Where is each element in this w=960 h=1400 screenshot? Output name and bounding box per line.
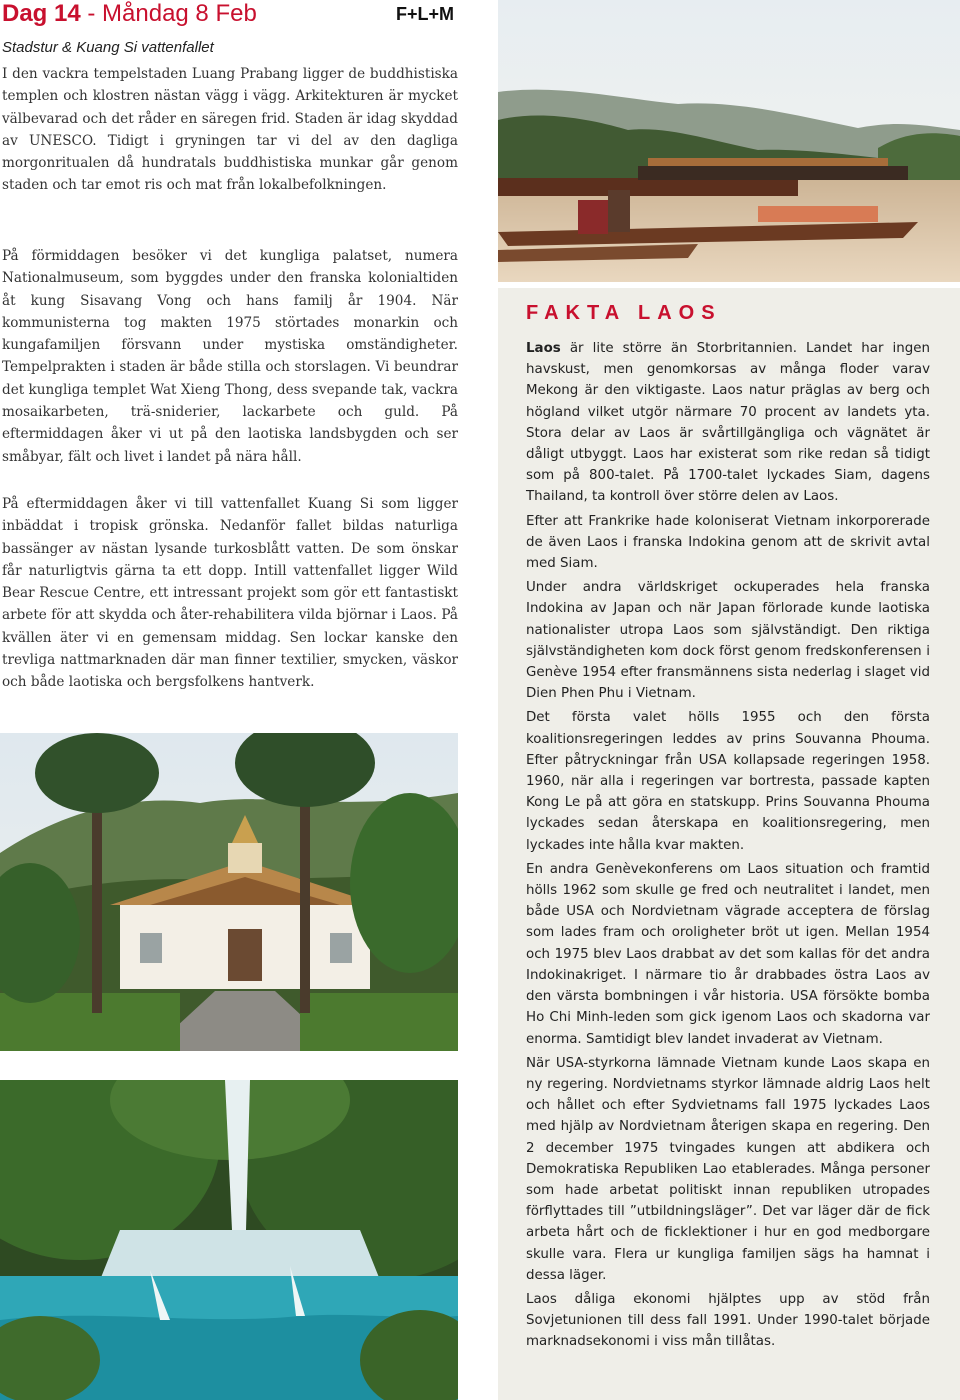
paragraph-waterfall: På eftermiddagen åker vi till vattenfallet Kuang Si som ligger inbäddat i tropisk grönska. Nedanför fallet bildas naturliga bassänger av nästan lysande turkosblått vatten. De som önskar får naturligtvis gärna ta ett dopp. Intill vattenfallet ligger Wild Bear Rescue Centre, ett intressant projekt som gör ett fantastiskt arbete för att skydda och åter-rehabilitera vilda björnar i Laos. På kvällen äter vi en gemensam middag. Sen lockar kanske den trevliga nattmarknaden där man finner textilier, smycken, väskor och både laotiska och bergsfolkens hantverk. <box>2 496 458 691</box>
fakta-paragraph <box>526 338 930 508</box>
day-label: Dag 14 <box>2 0 81 27</box>
fakta-box <box>498 288 960 1400</box>
river-boats-photo <box>498 0 960 282</box>
day-subtitle: Stadstur & Kuang Si vattenfallet <box>2 39 214 56</box>
fakta-paragraph: En andra Genèvekonferens om Laos situation och framtid hölls 1962 som skulle ge fred och neutralitet i landet, men både USA och Nordvietnam vägrade acceptera de förslag som lades fram och oroligheter bröt ut igen. Mellan 1954 och 1975 blev Laos drabbat av det som kallas för det andra Indokinakriget. I närmare tio år drabbades östra Laos av den värsta bombningen i vår historia. USA försökte bomba Ho Chi Minh-leden som gick igenom Laos och skadorna var enorma. Samtidigt blev landet invaderat av Vietnam. <box>526 861 930 1047</box>
page-title <box>2 0 257 28</box>
fakta-lead-text: är lite större än Storbritannien. Landet har ingen havskust, men genomkorsas av många floder varav Mekong är den viktigaste. Laos natur präglas av berg och högland vilket utgör närmare 70 procent av landets yta. Stora delar av Laos är svårtillgängliga och vägnätet är dåligt utbyggt. Laos har existerat som rike redan så tidigt som på 800-talet. På 1700-talet lyckades Siam, dagens Thailand, ta kontroll över större delen av Laos. <box>526 341 930 505</box>
paragraph-palace: På förmiddagen besöker vi det kungliga palatset, numera Nationalmuseum, som byggdes under den franska kolonialtiden åt kung Sisavang Vong och hans familj år 1904. När kommunisterna tog makten 1975 störtades monarkin och kungafamiljen försvann under mystiska omständigheter. Tempelprakten i staden är både stilla och storslagen. Vi beundrar det kungliga templet Wat Xieng Thong, dess svepande tak, vackra mosaikarbeten, trä-sniderier, lackarbete och guld. På eftermiddagen åker vi ut på den laotiska landsbygden och ser småbyar, fält och livet i landet på nära håll. <box>2 248 458 465</box>
fakta-heading: FAKTA LAOS <box>526 302 722 324</box>
fakta-body <box>526 338 930 1356</box>
kuang-si-waterfall-photo <box>0 1080 458 1400</box>
date-label: - Måndag 8 Feb <box>80 0 257 27</box>
fakta-paragraph: Det första valet hölls 1955 och den första koalitionsregeringen leddes av prins Souvanna Phouma. Efter påtryckningar från USA kollapsade regeringen 1958. 1960, när alla i regeringen var bortresta, passade kapten Kong Le på att göra en statskupp. Prins Souvanna Phouma lyckades sedan återskapa en koalitionsregering, men lyckades inte hålla kvar makten. <box>526 710 930 853</box>
meals-code: F+L+M <box>396 4 455 24</box>
fakta-paragraph: Laos dåliga ekonomi hjälptes upp av stöd från Sovjetunionen till dess fall 1991. Under 1990-talet började marknadsekonomi i viss mån tillåtas. <box>526 1291 930 1350</box>
fakta-paragraph: Efter att Frankrike hade koloniserat Vietnam inkorporerade de även Laos i franska Indokina genom att de skrivit avtal med Siam. <box>526 513 930 572</box>
royal-palace-photo <box>0 733 458 1051</box>
fakta-paragraph: Under andra världskriget ockuperades hela franska Indokina av Japan och när Japan förlorade kunde laotiska nationalister utropa Laos som självständigt. Den riktiga självständigheten kom dock först genom fredskonferensen i Genève 1954 efter fransmännens sista nederlag i slaget vid Dien Phen Phu i Vietnam. <box>526 580 930 702</box>
paragraph-morning: I den vackra tempelstaden Luang Prabang ligger de buddhistiska templen och klostren nästan vägg i vägg. Arkitekturen är mycket välbevarad och det råder en säregen frid. Staden är idag skyddad av UNESCO. Tidigt i gryningen tar vi del av den dagliga morgonritualen då hundratals buddhistiska munkar går genom staden och tar emot ris och mat från lokalbefolkningen. <box>2 66 458 194</box>
fakta-lead-word: Laos <box>526 341 561 356</box>
fakta-paragraph: När USA-styrkorna lämnade Vietnam kunde Laos skapa en ny regering. Nordvietnams styrkor lämnade aldrig Laos helt och hållet och efter Sydvietnams fall 1975 lyckades Laos med hjälp av Nordvietnam återigen skapa en regering. Den 2 december 1975 tvingades kungen att abdikera och Demokratiska Republiken Lao etablerades. Många personer som hade arbetat politiskt innan republiken utropades förflyttades till ”utbildningsläger”. Det var läger där de fick arbeta hårt och de ficklektioner i hur en god medborgare skulle vara. Flera ur kungliga familjen sägs ha hamnat i dessa läger. <box>526 1055 930 1283</box>
